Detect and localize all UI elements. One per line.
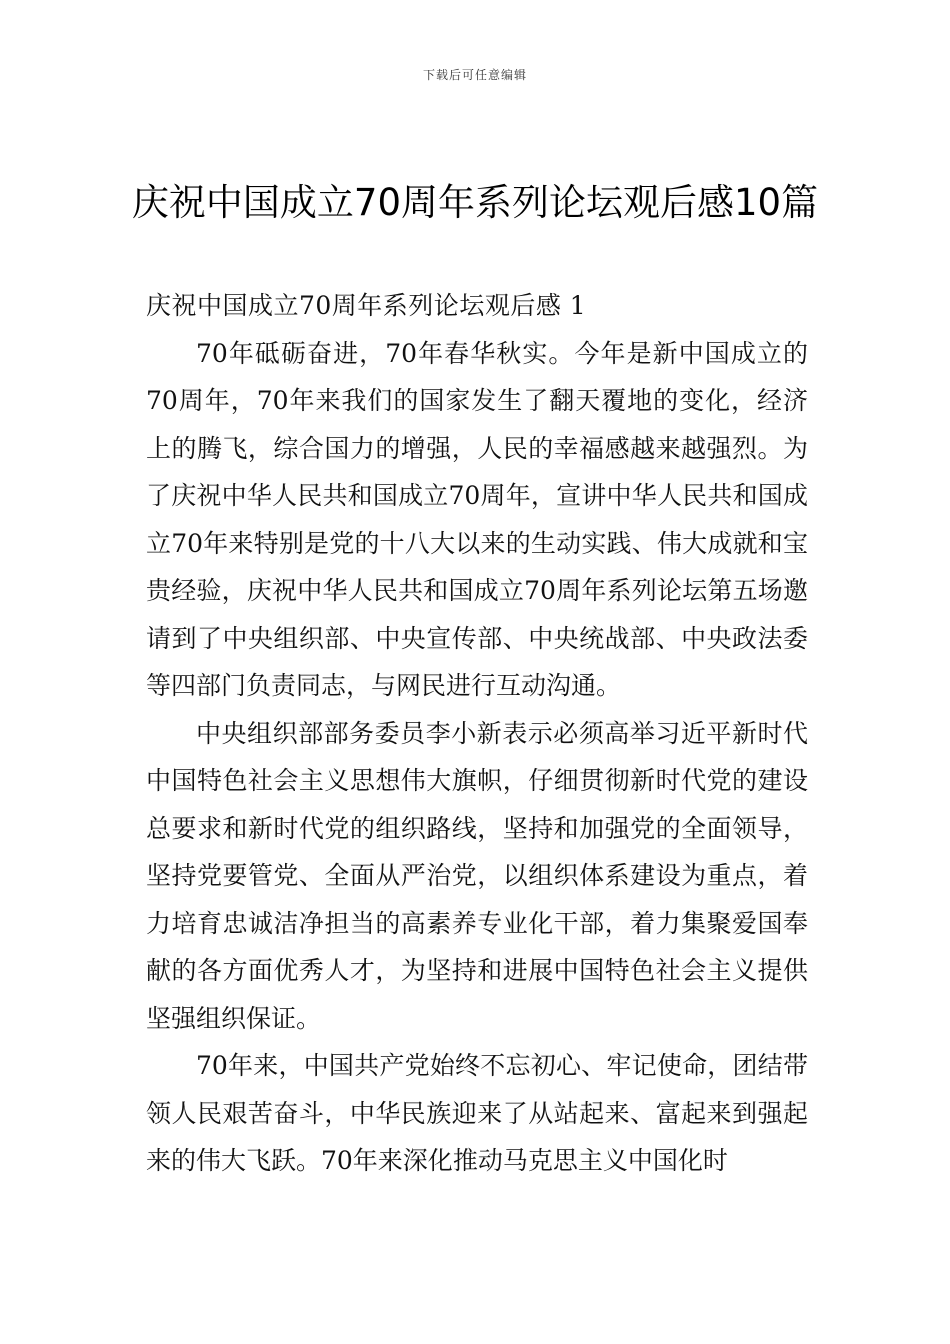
paragraph-3: 70年来，中国共产党始终不忘初心、牢记使命，团结带领人民艰苦奋斗，中华民族迎来了从站起来、富起来到强起来的伟大飞跃。70年来深化推动马克思主义中国化时 <box>146 1051 808 1175</box>
document-body <box>146 282 808 1185</box>
section-title: 庆祝中国成立70周年系列论坛观后感 1 <box>146 291 587 320</box>
document-title: 庆祝中国成立70周年系列论坛观后感10篇 <box>131 181 819 224</box>
paragraph-2: 中央组织部部务委员李小新表示必须高举习近平新时代中国特色社会主义思想伟大旗帜，仔细贯彻新时代党的建设总要求和新时代党的组织路线，坚持和加强党的全面领导，坚持党要管党、全面从严治党，以组织体系建设为重点，着力培育忠诚洁净担当的高素养专业化干部，着力集聚爱国奉献的各方面优秀人才，为坚持和进展中国特色社会主义提供坚强组织保证。 <box>146 718 808 1033</box>
paragraph-1: 70年砥砺奋进，70年春华秋实。今年是新中国成立的70周年，70年来我们的国家发生了翻天覆地的变化，经济上的腾飞，综合国力的增强，人民的幸福感越来越强烈。为了庆祝中华人民共和国成立70周年，宣讲中华人民共和国成立70年来特别是党的十八大以来的生动实践、伟大成就和宝贵经验，庆祝中华人民共和国成立70周年系列论坛第五场邀请到了中央组织部、中央宣传部、中央统战部、中央政法委等四部门负责同志，与网民进行互动沟通。 <box>146 338 808 700</box>
header-note: 下载后可任意编辑 <box>422 68 527 82</box>
